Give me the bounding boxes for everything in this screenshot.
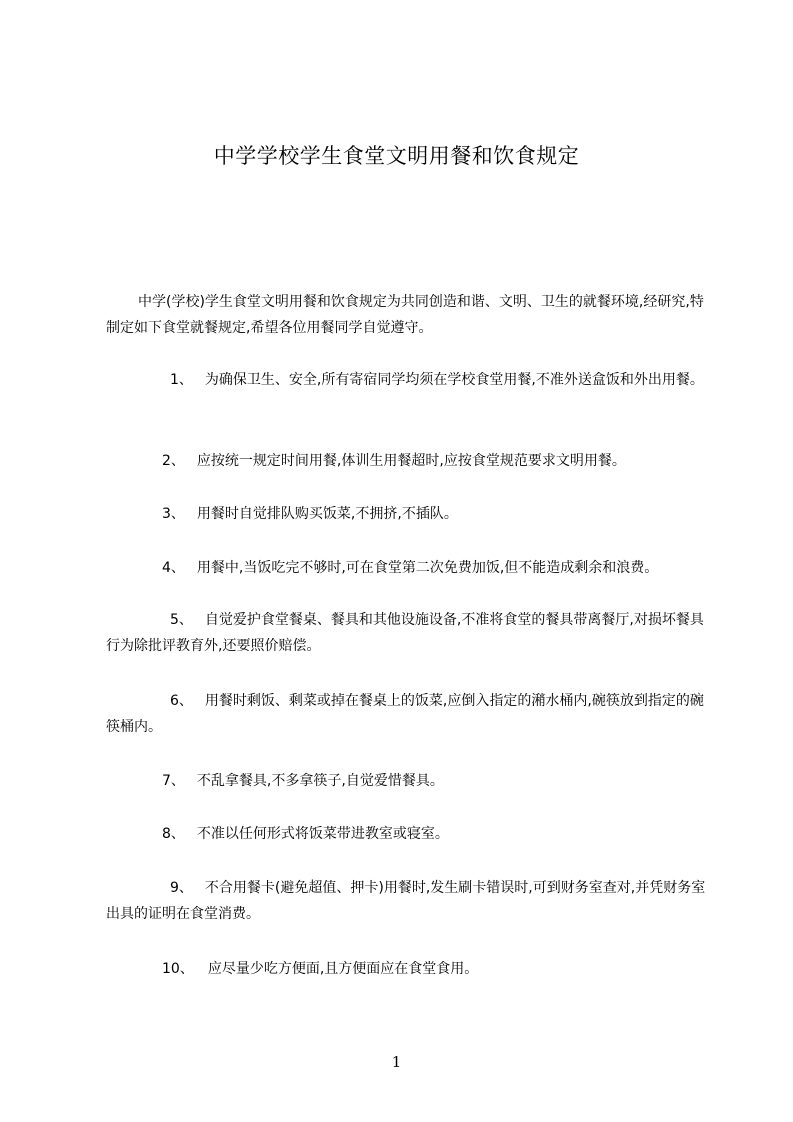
rule-number: 10、 (162, 961, 194, 977)
rule-text: 用餐时剩饭、剩菜或掉在餐桌上的饭菜,应倒入指定的潲水桶内,碗筷放到指定的碗筷桶内。 (106, 693, 704, 735)
rule-number: 4、 (162, 560, 185, 576)
rule-text: 不乱拿餐具,不多拿筷子,自觉爱惜餐具。 (196, 773, 444, 789)
intro-paragraph (106, 289, 716, 341)
rule-item-9 (106, 875, 716, 927)
rule-number: 6、 (170, 693, 193, 709)
rule-item-6 (106, 688, 716, 740)
rule-text: 用餐中,当饭吃完不够时,可在食堂第二次免费加饭,但不能造成剩余和浪费。 (196, 560, 659, 576)
rule-text: 自觉爱护食堂餐桌、餐具和其他设施设备,不准将食堂的餐具带离餐厅,对损坏餐具行为除批评教育外,还要照价赔偿。 (106, 612, 704, 654)
rule-number: 2、 (162, 453, 185, 469)
rule-number: 9、 (170, 880, 193, 896)
rule-item-7 (106, 768, 716, 794)
rule-number: 1、 (170, 372, 193, 388)
page-number: 1 (391, 1053, 402, 1071)
rule-number: 8、 (162, 826, 185, 842)
rule-text: 应尽量少吃方便面,且方便面应在食堂食用。 (207, 961, 479, 977)
rule-item-8 (106, 821, 716, 847)
rule-item-5 (106, 607, 716, 659)
rule-item-4 (106, 555, 716, 581)
rule-text: 为确保卫生、安全,所有寄宿同学均须在学校食堂用餐,不准外送盒饭和外出用餐。 (204, 372, 704, 388)
intro-text: 中学(学校)学生食堂文明用餐和饮食规定为共同创造和谐、文明、卫生的就餐环境,经研究,特制定如下食堂就餐规定,希望各位用餐同学自觉遵守。 (106, 294, 704, 336)
rule-text: 应按统一规定时间用餐,体训生用餐超时,应按食堂规范要求文明用餐。 (196, 453, 626, 469)
rule-item-3 (106, 501, 716, 527)
rule-number: 3、 (162, 506, 185, 522)
rule-text: 不准以任何形式将饭菜带进教室或寝室。 (196, 826, 449, 842)
rule-text: 不合用餐卡(避免超值、押卡)用餐时,发生刷卡错误时,可到财务室查对,并凭财务室出具的证明在食堂消费。 (106, 880, 706, 922)
rule-item-1 (106, 367, 716, 393)
rule-item-2 (106, 448, 716, 474)
rule-number: 5、 (170, 612, 193, 628)
rule-item-10 (106, 956, 716, 982)
rule-text: 用餐时自觉排队购买饭菜,不拥挤,不插队。 (196, 506, 458, 522)
rule-number: 7、 (162, 773, 185, 789)
document-title: 中学学校学生食堂文明用餐和饮食规定 (213, 144, 580, 168)
